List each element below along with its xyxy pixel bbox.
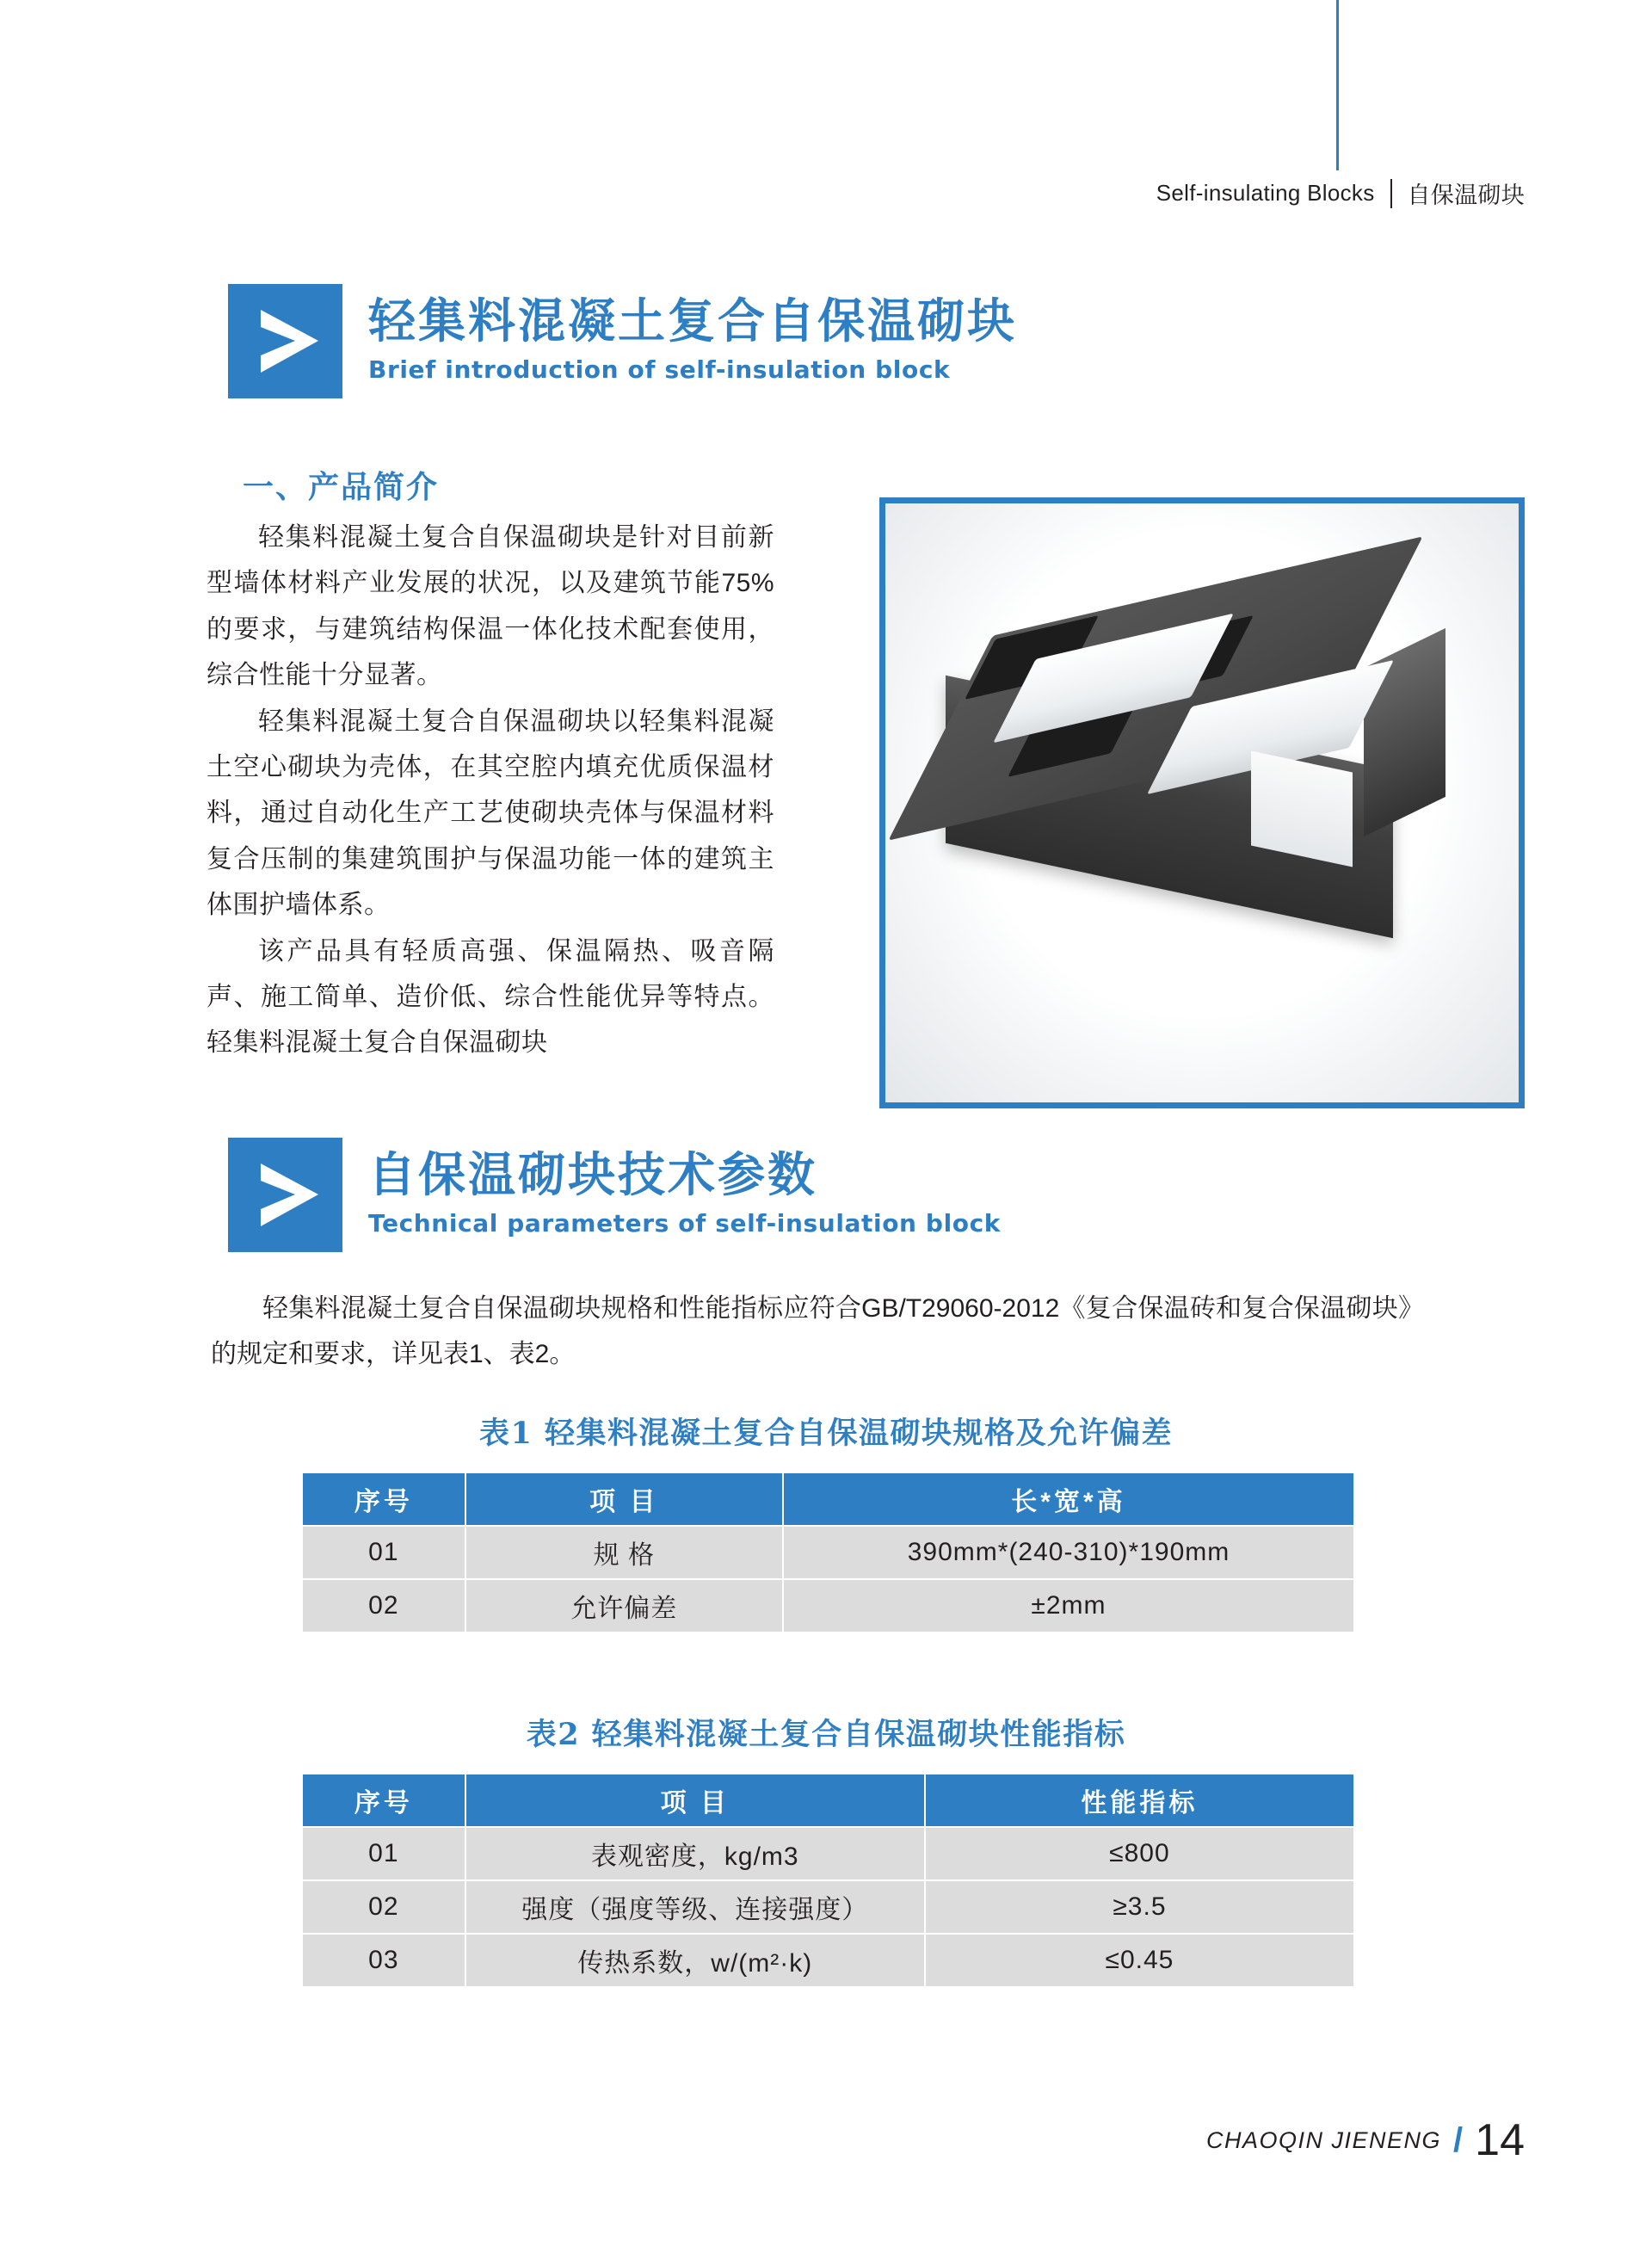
table1-header-cell: 项 目: [465, 1472, 783, 1526]
table1-cell: 允许偏差: [465, 1579, 783, 1633]
table1: [301, 1472, 1355, 1633]
section1-paragraph-1: 轻集料混凝土复合自保温砌块是针对目前新型墙体材料产业发展的状况，以及建筑节能75%的要求，与建筑结构保温一体化技术配套使用，综合性能十分显著。: [206, 523, 774, 690]
table2-header-cell: 性能指标: [925, 1774, 1354, 1827]
table2-cell: 表观密度，kg/m3: [465, 1827, 925, 1880]
table-row: [302, 1526, 1354, 1579]
table-row: [302, 1579, 1354, 1633]
table2-header-row: [302, 1774, 1354, 1827]
product-photo-image: [885, 503, 1519, 1102]
table2-header-cell: 序号: [302, 1774, 465, 1827]
header-title-zh: 自保温砌块: [1407, 182, 1525, 208]
section2-title-zh: 自保温砌块技术参数: [368, 1147, 818, 1202]
running-header: [1156, 176, 1525, 210]
section1-heading: [228, 284, 1017, 398]
section1-paragraph-2: 轻集料混凝土复合自保温砌块以轻集料混凝土空心砌块为壳体，在其空腔内填充优质保温材料，通过自动化生产工艺使砌块壳体与保温材料复合压制的集建筑围护与保温功能一体的建筑主体围护墙体系。: [206, 707, 774, 920]
table-row: [302, 1880, 1354, 1934]
table1-cell: 01: [302, 1526, 465, 1579]
table2-cell: ≤800: [925, 1827, 1354, 1880]
table2-header-cell: 项 目: [465, 1774, 925, 1827]
table1-header-row: [302, 1472, 1354, 1526]
section2-title-en: Technical parameters of self-insulation block: [368, 1209, 1002, 1238]
table2-cell: 01: [302, 1827, 465, 1880]
table2: [301, 1773, 1355, 1988]
table1-header-cell: 长*宽*高: [783, 1472, 1354, 1526]
section2-body: [211, 1287, 1424, 1377]
table1-cell: 02: [302, 1579, 465, 1633]
product-photo: [879, 497, 1525, 1108]
table2-cell: 强度（强度等级、连接强度）: [465, 1880, 925, 1934]
block-right-face: [1364, 628, 1446, 836]
table-row: [302, 1827, 1354, 1880]
section2-paragraph: 轻集料混凝土复合自保温砌块规格和性能指标应符合GB/T29060-2012《复合保温砖和复合保温砌块》的规定和要求，详见表1、表2。: [211, 1294, 1424, 1368]
page-number: 14: [1475, 2115, 1525, 2165]
header-vertical-rule: [1336, 0, 1339, 170]
footer-slash: /: [1453, 2120, 1464, 2159]
section1-title-en: Brief introduction of self-insulation block: [368, 355, 951, 385]
arrow-badge-icon: [228, 284, 342, 398]
section1-subheading: 一、产品简介: [243, 469, 440, 505]
table2-cell: ≤0.45: [925, 1934, 1354, 1987]
table-row: [302, 1934, 1354, 1987]
table1-cell: ±2mm: [783, 1579, 1354, 1633]
section1-paragraph-3: 该产品具有轻质高强、保温隔热、吸音隔声、施工简单、造价低、综合性能优异等特点。轻集料混凝土复合自保温砌块: [206, 936, 774, 1058]
arrow-badge-icon: [228, 1138, 342, 1252]
table2-cell: 传热系数，w/(m²·k): [465, 1934, 925, 1987]
section1-title-zh: 轻集料混凝土复合自保温砌块: [368, 293, 1018, 349]
table2-cell: 03: [302, 1934, 465, 1987]
table1-header-cell: 序号: [302, 1472, 465, 1526]
table2-cell: 02: [302, 1880, 465, 1934]
header-divider: [1390, 179, 1392, 208]
table1-cell: 规 格: [465, 1526, 783, 1579]
table2-cell: ≥3.5: [925, 1880, 1354, 1934]
page-footer: [1206, 2114, 1525, 2166]
table1-caption: 表1 轻集料混凝土复合自保温砌块规格及允许偏差: [478, 1416, 1174, 1451]
footer-brand: CHAOQIN JIENENG: [1206, 2126, 1442, 2153]
section1-body: [206, 515, 774, 1066]
table1-cell: 390mm*(240-310)*190mm: [783, 1526, 1354, 1579]
header-title-en: Self-insulating Blocks: [1156, 180, 1375, 206]
section2-heading: [228, 1138, 1001, 1252]
table2-caption: 表2 轻集料混凝土复合自保温砌块性能指标: [526, 1717, 1126, 1752]
